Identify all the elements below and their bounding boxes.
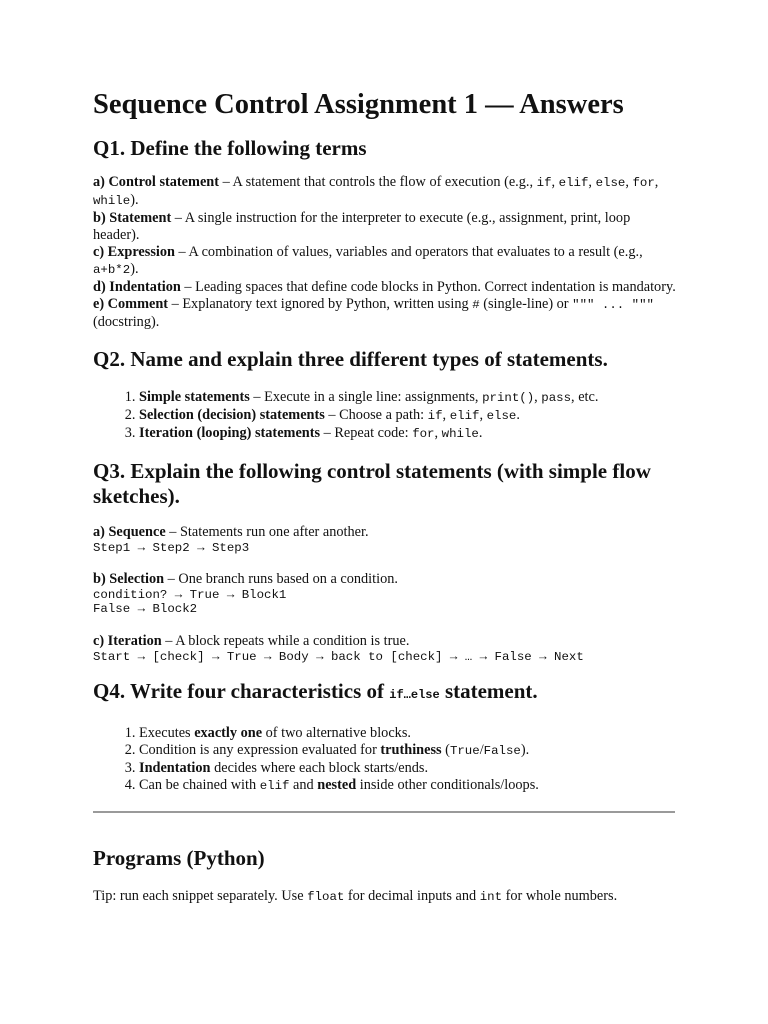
q1-definition-statement xyxy=(93,210,678,244)
q1-heading: Q1. Define the following terms xyxy=(93,136,367,160)
item-text: ( xyxy=(441,742,450,758)
item-label: Simple statements xyxy=(139,389,250,405)
separator: , xyxy=(654,174,659,190)
item-text: ). xyxy=(520,742,530,758)
definition-text: – Leading spaces that define code blocks in Python. Correct indentation is mandatory. xyxy=(180,279,676,295)
term-label: b) Selection xyxy=(93,571,165,587)
item-text: of two alternative blocks. xyxy=(262,725,411,741)
item-text: decides where each block starts/ends. xyxy=(210,760,429,776)
tip-text: for whole numbers. xyxy=(502,888,618,904)
inline-code: while xyxy=(441,427,479,441)
item-text: Condition is any expression evaluated for xyxy=(139,742,381,758)
inline-code: while xyxy=(93,194,131,208)
definition-text: – A statement that controls the flow of execution (e.g., xyxy=(219,174,537,190)
emphasis: exactly one xyxy=(194,725,263,741)
separator: , xyxy=(625,174,633,190)
programs-tip xyxy=(93,888,678,906)
definition-text: (single-line) or xyxy=(479,296,573,312)
item-text: , etc. xyxy=(571,389,599,405)
description-text: – A block repeats while a condition is true. xyxy=(161,633,410,649)
q3-selection-block xyxy=(93,571,678,616)
flow-sketch-sequence: Step1 → Step2 → Step3 xyxy=(93,541,250,555)
term-label: d) Indentation xyxy=(93,279,181,295)
separator: , xyxy=(434,425,442,441)
description-text: – Statements run one after another. xyxy=(165,524,369,540)
inline-code: int xyxy=(479,890,503,904)
emphasis: truthiness xyxy=(380,742,442,758)
list-item xyxy=(139,425,678,443)
section-divider xyxy=(93,811,675,813)
emphasis: nested xyxy=(317,777,357,793)
q4-list xyxy=(93,725,678,795)
definition-text: ). xyxy=(130,261,139,277)
flow-sketch-selection-true: condition? → True → Block1 xyxy=(93,588,287,602)
separator: , xyxy=(588,174,596,190)
flow-sketch-selection-false: False → Block2 xyxy=(93,602,198,616)
item-label: Iteration (looping) statements xyxy=(139,425,321,441)
tip-text: for decimal inputs and xyxy=(344,888,480,904)
item-label: Selection (decision) statements xyxy=(139,407,325,423)
q4-heading xyxy=(93,679,678,708)
q1-definition-expression xyxy=(93,244,678,279)
emphasis: Indentation xyxy=(139,760,211,776)
heading-text: Q4. Write four characteristics of xyxy=(93,679,390,703)
list-item xyxy=(139,389,678,407)
definition-text: – A single instruction for the interpreter to execute (e.g., assignment, print, loop header). xyxy=(93,210,631,243)
definition-text: ). xyxy=(130,192,139,208)
inline-code: print() xyxy=(482,391,535,405)
q3-selection-description xyxy=(93,571,678,588)
q1-definitions xyxy=(93,174,678,331)
q3-iteration-description xyxy=(93,633,678,650)
term-label: a) Sequence xyxy=(93,524,166,540)
q3-sequence-description xyxy=(93,524,678,541)
item-text: and xyxy=(289,777,318,793)
inline-code: pass xyxy=(541,391,572,405)
separator: , xyxy=(551,174,559,190)
inline-code: if xyxy=(536,176,552,190)
inline-code: else xyxy=(486,409,517,423)
q2-list xyxy=(93,389,678,443)
list-item xyxy=(139,742,678,760)
separator: , xyxy=(442,407,450,423)
inline-code: for xyxy=(412,427,435,441)
term-label: c) Iteration xyxy=(93,633,162,649)
item-text: – Execute in a single line: assignments, xyxy=(249,389,483,405)
description-text: – One branch runs based on a condition. xyxy=(164,571,398,587)
q3-heading: Q3. Explain the following control statements (with simple flow sketches). xyxy=(93,459,651,508)
inline-code: elif xyxy=(449,409,480,423)
inline-code: if…else xyxy=(389,688,440,702)
list-item xyxy=(139,760,678,777)
q3-iteration-block xyxy=(93,633,678,664)
page-title: Sequence Control Assignment 1 — Answers xyxy=(93,89,624,120)
item-text: – Repeat code: xyxy=(320,425,413,441)
q1-definition-comment xyxy=(93,296,678,331)
item-text: . xyxy=(478,425,483,441)
inline-code: False xyxy=(483,744,521,758)
term-label: e) Comment xyxy=(93,296,169,312)
definition-text: (docstring). xyxy=(93,314,160,330)
inline-code: a+b*2 xyxy=(93,263,131,277)
item-text: . xyxy=(516,407,520,423)
inline-code: float xyxy=(307,890,345,904)
item-text: – Choose a path: xyxy=(324,407,428,423)
item-text: inside other conditionals/loops. xyxy=(356,777,539,793)
inline-code: for xyxy=(632,176,655,190)
programs-heading: Programs (Python) xyxy=(93,846,265,870)
term-label: a) Control statement xyxy=(93,174,219,190)
term-label: c) Expression xyxy=(93,244,175,260)
separator: / xyxy=(479,742,484,758)
inline-code: elif xyxy=(558,176,589,190)
definition-text: – Explanatory text ignored by Python, written using xyxy=(168,296,473,312)
heading-text: statement. xyxy=(439,679,538,703)
q2-heading: Q2. Name and explain three different types of statements. xyxy=(93,347,608,371)
q1-definition-control-statement xyxy=(93,174,678,210)
inline-code: if xyxy=(427,409,443,423)
inline-code: else xyxy=(595,176,626,190)
separator: , xyxy=(534,389,542,405)
flow-sketch-iteration: Start → [check] → True → Body → back to [check] → … → False → Next xyxy=(93,650,584,664)
inline-code: """ ... """ xyxy=(572,298,654,312)
inline-code: True xyxy=(449,744,480,758)
item-text: Can be chained with xyxy=(139,777,260,793)
list-item xyxy=(139,725,678,742)
list-item xyxy=(139,407,678,425)
inline-code: # xyxy=(472,298,480,312)
list-item xyxy=(139,777,678,795)
inline-code: elif xyxy=(259,779,290,793)
document-content xyxy=(93,86,678,906)
separator: , xyxy=(479,407,487,423)
term-label: b) Statement xyxy=(93,210,172,226)
tip-text: Tip: run each snippet separately. Use xyxy=(93,888,308,904)
q3-sequence-block xyxy=(93,524,678,555)
item-text: Executes xyxy=(139,725,195,741)
definition-text: – A combination of values, variables and operators that evaluates to a result (e.g., xyxy=(174,244,643,260)
q1-definition-indentation xyxy=(93,279,678,296)
